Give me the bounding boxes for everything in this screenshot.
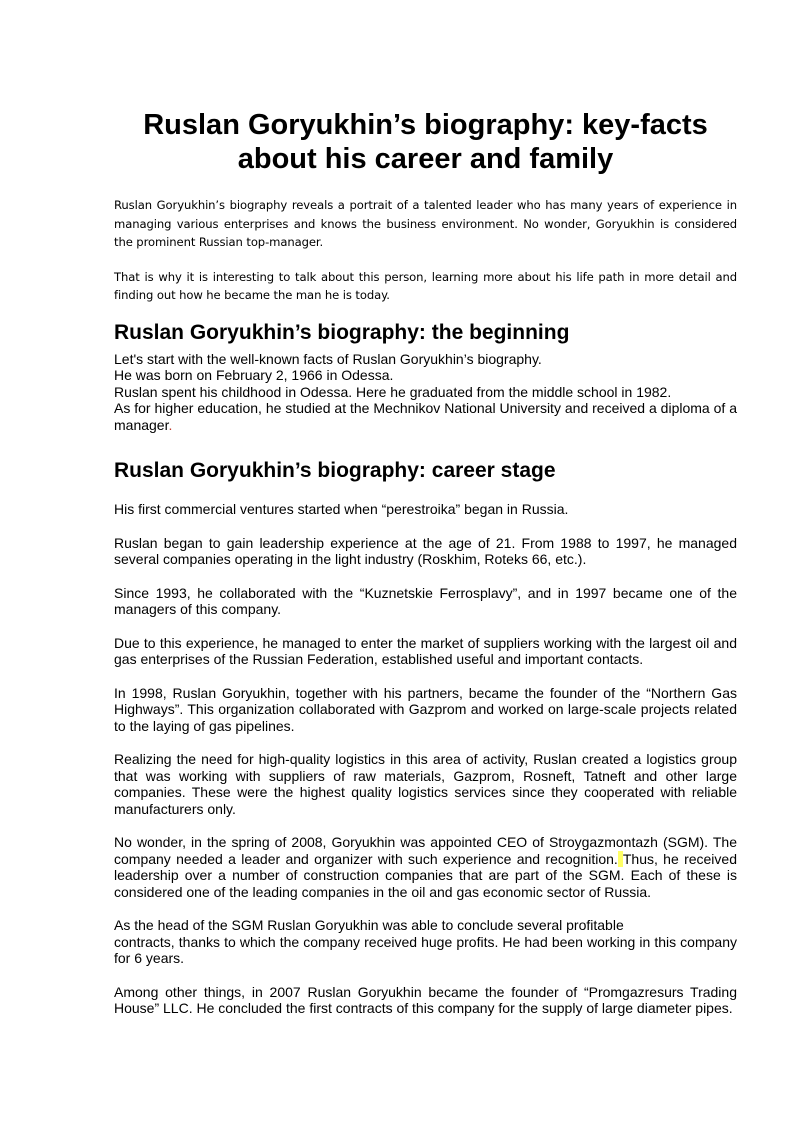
section-heading-beginning: Ruslan Goryukhin’s biography: the beginning: [114, 320, 570, 344]
career-paragraph: Due to this experience, he managed to enter the market of suppliers working with the largest oil and gas enterprises of the Russian Federation, established useful and important contacts.: [114, 634, 737, 668]
sgm-paragraph: [114, 834, 737, 900]
head-line-1: As the head of the SGM Ruslan Goryukhin was able to conclude several profitable: [114, 917, 624, 934]
head-of-sgm-paragraph: [114, 917, 737, 967]
fact-line-period: .: [168, 416, 173, 433]
document-page: [114, 108, 737, 1034]
head-line-rest: contracts, thanks to which the company received huge profits. He had been working in this company for 6 years.: [114, 933, 737, 967]
intro-paragraph-2: That is why it is interesting to talk about this person, learning more about his life path in more detail and finding out how he became the man he is today.: [114, 269, 737, 303]
sgm-text-before: No wonder, in the spring of 2008, Goryukhin was appointed CEO of Stroygazmontazh (SGM). The company needed a leader and organizer with such experience and recognition.: [114, 834, 737, 867]
promgazresurs-paragraph: Among other things, in 2007 Ruslan Goryukhin became the founder of “Promgazresurs Trading House” LLC. He concluded the first contracts of this company for the supply of large diameter pipes.: [114, 983, 737, 1017]
intro-paragraph-1: Ruslan Goryukhin’s biography reveals a portrait of a talented leader who has many years of experience in managing various enterprises and knows the business environment. No wonder, Goryukhin is considered the prominent Russian top-manager.: [114, 198, 737, 250]
fact-line: He was born on February 2, 1966 in Odessa.: [114, 367, 394, 384]
fact-line-text: As for higher education, he studied at the Mechnikov National University and received a diploma of a manager: [114, 400, 737, 433]
document-title: Ruslan Goryukhin’s biography: key-facts about his career and family: [143, 109, 708, 175]
fact-line: [114, 400, 737, 433]
fact-line: Ruslan spent his childhood in Odessa. Here he graduated from the middle school in 1982.: [114, 383, 672, 400]
career-paragraph: His first commercial ventures started when “perestroika” began in Russia.: [114, 501, 569, 518]
career-paragraph: Ruslan began to gain leadership experience at the age of 21. From 1988 to 1997, he managed several companies operating in the light industry (Roskhim, Roteks 66, etc.).: [114, 534, 737, 568]
fact-line: Let's start with the well-known facts of Ruslan Goryukhin’s biography.: [114, 350, 542, 367]
career-paragraph: In 1998, Ruslan Goryukhin, together with his partners, became the founder of the “Northern Gas Highways”. This organization collaborated with Gazprom and worked on large-scale projects related to the laying of gas pipelines.: [114, 684, 737, 734]
career-paragraph: Realizing the need for high-quality logistics in this area of activity, Ruslan created a logistics group that was working with suppliers of raw materials, Gazprom, Rosneft, Tatneft and other large companies. These were the highest quality logistics services since they cooperated with reliable manufacturers only.: [114, 751, 737, 817]
section-heading-career: Ruslan Goryukhin’s biography: career stage: [114, 459, 556, 483]
career-paragraph: Since 1993, he collaborated with the “Kuznetskie Ferrosplavy”, and in 1997 became one of the managers of this company.: [114, 584, 737, 618]
beginning-facts: [114, 351, 737, 434]
sgm-text-after: Thus, he received leadership over a number of construction companies that are part of the SGM. Each of these is considered one of the leading companies in the oil and gas economic sector of Russia.: [114, 850, 737, 900]
